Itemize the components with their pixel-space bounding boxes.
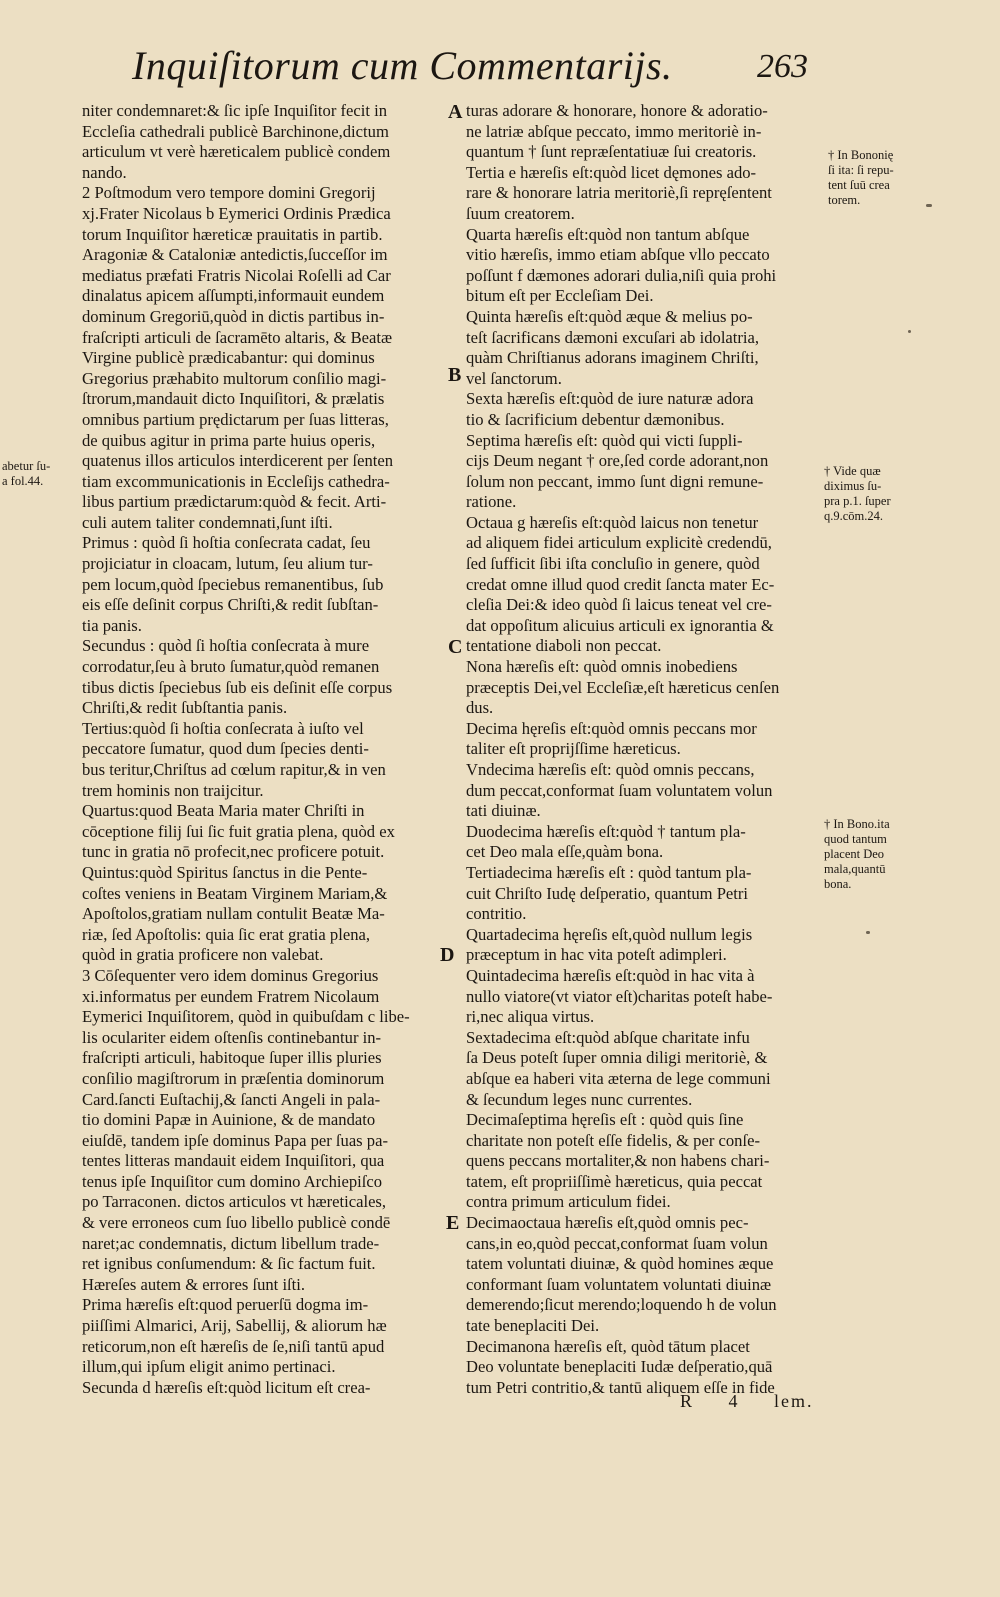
right-text-column	[466, 101, 826, 1398]
text-line: Secundus : quòd ſi hoſtia conſecrata à mure	[82, 636, 370, 656]
signature-letter: R	[680, 1391, 695, 1411]
text-line: Hæreſes autem & errores ſunt iſti.	[82, 1274, 306, 1294]
text-line: niter condemnaret:& ſic ipſe Inquiſitor fecit in	[82, 101, 388, 120]
running-title: Inquiſitorum cum Commentarijs.	[132, 43, 673, 88]
text-line: Tertiadecima hæreſis eſt : quòd tantum pla-	[466, 862, 752, 882]
text-line: & ſecundum leges nunc currentes.	[466, 1089, 693, 1109]
section-marker-d: D	[440, 944, 455, 966]
note-line: pra p.1. ſuper	[824, 494, 891, 508]
text-line: Decimaoctaua hæreſis eſt,quòd omnis pec-	[466, 1213, 749, 1233]
text-line: Quartus:quod Beata Maria mater Chriſti in	[82, 801, 365, 821]
text-line: ratione.	[466, 492, 517, 512]
text-line: teſt ſacrificans dæmoni excuſari ab idolatria,	[466, 327, 760, 347]
text-line: tatem, eſt propriiſſimè hæreticus, quia peccat	[466, 1171, 763, 1191]
text-line: tiam excommunicationis in Eccleſijs cathedra-	[82, 471, 390, 491]
text-line: tentatione diaboli non peccat.	[466, 636, 662, 656]
text-line: Decimaſeptima hęreſis eſt : quòd quis ſine	[466, 1110, 744, 1130]
left-text-column	[82, 101, 440, 1398]
section-marker-e: E	[446, 1212, 460, 1234]
text-line: conſilio magiſtrorum in præſentia dominorum	[82, 1068, 385, 1088]
text-line: contra primum articulum fidei.	[466, 1192, 671, 1212]
text-line: vitio hæreſis, immo etiam abſque vllo peccato	[466, 245, 770, 265]
text-line: tibus dictis ſpeciebus ſub eis deſinit eſſe corpus	[82, 677, 393, 697]
text-line: ri,nec aliqua virtus.	[466, 1007, 595, 1027]
note-line: abetur ſu-	[2, 459, 51, 473]
text-line: Septima hæreſis eſt: quòd qui victi ſuppli-	[466, 430, 743, 450]
note-line: a fol.44.	[2, 474, 44, 488]
text-line: tatem voluntati diuinæ, & quòd homines æque	[466, 1254, 774, 1274]
text-line: eis eſſe deſinit corpus Chriſti,& redit ſubſtan-	[82, 595, 379, 615]
text-line: xj.Frater Nicolaus b Eymerici Ordinis Prædica	[82, 203, 391, 223]
text-line: quòd in gratia proficere non valebat.	[82, 945, 324, 965]
section-marker-c: C	[448, 636, 463, 658]
text-line: ſuum creatorem.	[466, 203, 575, 223]
text-line: 2 Poſtmodum vero tempore domini Gregorij	[82, 183, 376, 203]
text-line: fraſcripti articuli, habitoque ſuper illis pluries	[82, 1048, 382, 1068]
text-line: ſed ſufficit ſibi iſta concluſio in genere, quòd	[466, 554, 760, 574]
text-line: Prima hæreſis eſt:quod peruerſū dogma im-	[82, 1295, 369, 1315]
ink-smudge	[908, 330, 911, 333]
ink-smudge	[866, 931, 870, 934]
text-line: Card.ſancti Euſtachij,& ſancti Angeli in pala-	[82, 1089, 381, 1109]
text-line: bitum eſt per Eccleſiam Dei.	[466, 286, 654, 306]
text-line: dinalatus apicem aſſumpti,informauit eundem	[82, 286, 385, 306]
text-line: Quintadecima hæreſis eſt:quòd in hac vita à	[466, 965, 755, 985]
note-line: † Vide quæ	[824, 464, 881, 478]
text-line: tunc in gratia nō profecit,nec proficere potuit.	[82, 842, 385, 862]
text-line: Apoſtolos,gratiam nullam contulit Beatæ Ma-	[82, 904, 385, 924]
text-line: Decimanona hæreſis eſt, quòd tātum placet	[466, 1336, 750, 1356]
text-line: tio domini Papæ in Auinione, & de mandato	[82, 1110, 376, 1130]
text-line: demerendo;ſicut merendo;loquendo h de volun	[466, 1295, 777, 1315]
text-line: Primus : quòd ſi hoſtia conſecrata cadat, ſeu	[82, 533, 371, 553]
note-line: placent Deo	[824, 847, 885, 861]
text-line: bus teritur,Chriſtus ad cœlum rapitur,& in ven	[82, 760, 386, 779]
text-line: Gregorius præhabito multorum conſilio magi-	[82, 368, 387, 388]
text-line: projiciatur in cloacam, lutum, ſeu alium tur-	[82, 554, 373, 574]
text-line: præceptum in hac vita poteſt adimpleri.	[466, 945, 727, 965]
text-line: lis oculariter eidem oſtenſis continebantur in-	[82, 1027, 382, 1047]
text-line: dus.	[466, 698, 494, 718]
text-line: cōceptione filij ſui ſic fuit gratia plena, quòd ex	[82, 821, 395, 841]
text-line: tati diuinæ.	[466, 801, 541, 821]
page-footer	[680, 1391, 842, 1412]
text-line: peccatore ſumatur, quod dum ſpecies denti-	[82, 739, 369, 759]
text-line: ſolum non peccant, immo ſunt digni remune-	[466, 471, 764, 491]
margin-note-left	[2, 459, 50, 489]
text-line: naret;ac condemnatis, dictum libellum trade-	[82, 1233, 380, 1253]
text-line: ſtrorum,mandauit dicto Inquiſitori, & prælatis	[82, 389, 385, 409]
text-line: Decima hęreſis eſt:quòd omnis peccans mor	[466, 718, 757, 738]
note-line: mala,quantū	[824, 862, 886, 876]
note-line: quod tantum	[824, 832, 887, 846]
text-line: torum Inquiſitor hæreticæ prauitatis in partib.	[82, 224, 383, 244]
text-line: Sextadecima eſt:quòd abſque charitate infu	[466, 1027, 750, 1047]
text-line: rare & honorare latria meritoriè,ſi repręſentent	[466, 183, 772, 203]
note-line: diximus ſu-	[824, 479, 882, 493]
note-line: † In Bononię	[828, 148, 894, 162]
note-line: q.9.cōm.24.	[824, 509, 884, 523]
signature-number: 4	[728, 1391, 740, 1411]
margin-note-right-2	[824, 464, 891, 524]
text-line: omnibus partium prędictarum per ſuas litteras,	[82, 409, 389, 429]
note-line: torem.	[828, 193, 861, 207]
text-line: ad aliquem fidei articulum explicitè credendū,	[466, 533, 772, 553]
text-line: reticorum,non eſt hæreſis de ſe,niſi tantū apud	[82, 1336, 385, 1356]
text-line: abſque ea haberi vita æterna de lege communi	[466, 1068, 771, 1088]
text-line: 3 Cōſequenter vero idem dominus Gregorius	[82, 965, 379, 985]
text-line: vel ſanctorum.	[466, 368, 562, 388]
note-line: bona.	[824, 877, 852, 891]
text-line: conformant ſuam voluntatem voluntati diuinæ	[466, 1274, 772, 1294]
text-line: Eymerici Inquiſitorem, quòd in quibuſdam c libe-	[82, 1007, 410, 1027]
text-line: piiſſimi Almarici, Arij, Sabellij, & aliorum hæ	[82, 1316, 387, 1336]
text-line: & vere erroneos cum ſuo libello publicè condē	[82, 1213, 391, 1233]
text-line: cans,in eo,quòd peccat,conformat ſuam volun	[466, 1233, 768, 1253]
text-line: pem locum,quòd ſpeciebus remanentibus, ſub	[82, 574, 384, 594]
text-line: cet Deo mala eſſe,quàm bona.	[466, 842, 664, 862]
text-line: po Tarraconen. dictos articulos vt hæreticales,	[82, 1192, 387, 1212]
text-line: taliter eſt proprijſſime hæreticus.	[466, 739, 681, 759]
text-line: dominum Gregoriū,quòd in dictis partibus in-	[82, 306, 385, 326]
text-line: coſtes veniens in Beatam Virginem Mariam,&	[82, 883, 388, 903]
text-line: Virgine publicè prædicabantur: qui dominus	[82, 348, 375, 368]
text-line: cuit Chriſto Iudę deſperatio, quantum Petri	[466, 883, 749, 903]
text-line: Eccleſia cathedrali publicè Barchinone,dictum	[82, 121, 389, 141]
text-line: fraſcripti articuli de ſacramēto altaris, & Beatæ	[82, 327, 393, 347]
margin-note-right-1	[828, 148, 894, 208]
text-line: tio & ſacrificium debentur dæmonibus.	[466, 409, 725, 429]
text-line: nando.	[82, 162, 127, 182]
text-line: de quibus agitur in prima parte huius operis,	[82, 430, 376, 450]
text-line: Deo voluntate beneplaciti Iudæ deſperatio,quā	[466, 1357, 773, 1377]
text-line: Quartadecima hęreſis eſt,quòd nullum legis	[466, 924, 753, 944]
text-line: mediatus præfati Fratris Nicolai Roſelli ad Car	[82, 265, 391, 285]
text-line: trem hominis non traijcitur.	[82, 780, 264, 800]
text-line: Secunda d hæreſis eſt:quòd licitum eſt crea-	[82, 1377, 371, 1397]
text-line: tenus ipſe Inquiſitor cum domino Archiepiſco	[82, 1171, 383, 1191]
catchword: lem.	[774, 1391, 814, 1411]
note-line: tent ſuū crea	[828, 178, 890, 192]
text-line: præceptis Dei,vel Eccleſiæ,eſt hæreticus cenſen	[466, 677, 780, 697]
text-line: Nona hæreſis eſt: quòd omnis inobediens	[466, 657, 738, 677]
text-line: ne latriæ abſque peccato, immo meritoriè in-	[466, 121, 762, 141]
text-line: poſſunt f dæmones adorari dulia,niſi quia prohi	[466, 265, 777, 285]
text-line: dum peccat,conformat ſuam voluntatem volun	[466, 780, 773, 800]
text-line: corrodatur,ſeu à bruto ſumatur,quòd remanen	[82, 657, 380, 677]
text-line: eiuſdē, tandem ipſe dominus Papa per ſuas pa-	[82, 1130, 388, 1150]
section-marker-b: B	[448, 364, 462, 386]
margin-note-right-3	[824, 817, 890, 892]
text-line: ret ignibus conſumendum: & ſic factum fuit.	[82, 1254, 376, 1274]
text-line: Chriſti,& redit ſubſtantia panis.	[82, 698, 288, 718]
section-marker-a: A	[448, 101, 463, 123]
text-line: quatenus illos articulos interdicerent per ſenten	[82, 451, 394, 471]
text-line: Sexta hæreſis eſt:quòd de iure naturæ adora	[466, 389, 754, 409]
text-line: culi autem taliter condemnati,ſunt iſti.	[82, 512, 333, 532]
text-line: ſa Deus poteſt ſuper omnia diligi meritoriè, &	[466, 1048, 768, 1068]
text-line: credat omne illud quod credit ſancta mater Ec-	[466, 574, 775, 594]
text-line: dat oppoſitum alicuius articuli ex ignorantia &	[466, 615, 774, 635]
page-header	[132, 42, 992, 102]
text-line: tentes litteras mandauit eidem Inquiſitori, qua	[82, 1151, 385, 1171]
text-line: xi.informatus per eundem Fratrem Nicolaum	[82, 986, 380, 1006]
text-line: illum,qui ipſum eligit animo pertinaci.	[82, 1357, 336, 1377]
text-line: charitate non poteſt eſſe fidelis, & per conſe-	[466, 1130, 760, 1150]
text-line: libus partium prædictarum:quòd & fecit. Arti-	[82, 492, 387, 512]
text-line: Octaua g hæreſis eſt:quòd laicus non tenetur	[466, 512, 759, 532]
text-line: Tertia e hæreſis eſt:quòd licet dęmones ado-	[466, 162, 757, 182]
text-line: turas adorare & honorare, honore & adoratio-	[466, 101, 768, 120]
page-number: 263	[757, 48, 808, 85]
text-line: nullo viatore(vt viator eſt)charitas poteſt habe-	[466, 986, 773, 1006]
text-line: quens peccans mortaliter,& non habens chari-	[466, 1151, 770, 1171]
text-line: Vndecima hæreſis eſt: quòd omnis peccans,	[466, 760, 755, 779]
ink-smudge	[926, 204, 932, 207]
text-line: Tertius:quòd ſi hoſtia conſecrata à iuſto vel	[82, 718, 364, 738]
text-line: contritio.	[466, 904, 527, 924]
text-line: Quinta hæreſis eſt:quòd æque & melius po-	[466, 306, 753, 326]
text-line: Aragoniæ & Cataloniæ antedictis,ſucceſſor im	[82, 245, 388, 265]
text-line: tia panis.	[82, 615, 142, 635]
text-line: tum Petri contritio,& tantū aliquem eſſe in fide	[466, 1377, 775, 1397]
text-line: Quintus:quòd Spiritus ſanctus in die Pente-	[82, 862, 368, 882]
text-line: quantum † ſunt repræſentatiuæ ſui creatoris.	[466, 142, 757, 162]
text-line: Quarta hæreſis eſt:quòd non tantum abſque	[466, 224, 750, 244]
text-line: Duodecima hæreſis eſt:quòd † tantum pla-	[466, 821, 746, 841]
text-line: quàm Chriſtianus adorans imaginem Chriſti,	[466, 348, 759, 368]
text-line: cleſia Dei:& ideo quòd ſi laicus teneat vel cre-	[466, 595, 772, 615]
text-line: riæ, ſed Apoſtolis: quia ſic erat gratia plena,	[82, 924, 371, 944]
note-line: ſi ita: ſi repu-	[828, 163, 894, 177]
text-line: tate beneplaciti Dei.	[466, 1316, 600, 1336]
text-line: articulum vt verè hæreticalem publicè condem	[82, 142, 391, 162]
note-line: † In Bono.ita	[824, 817, 890, 831]
text-line: cijs Deum negant † ore,ſed corde adorant,non	[466, 451, 769, 471]
